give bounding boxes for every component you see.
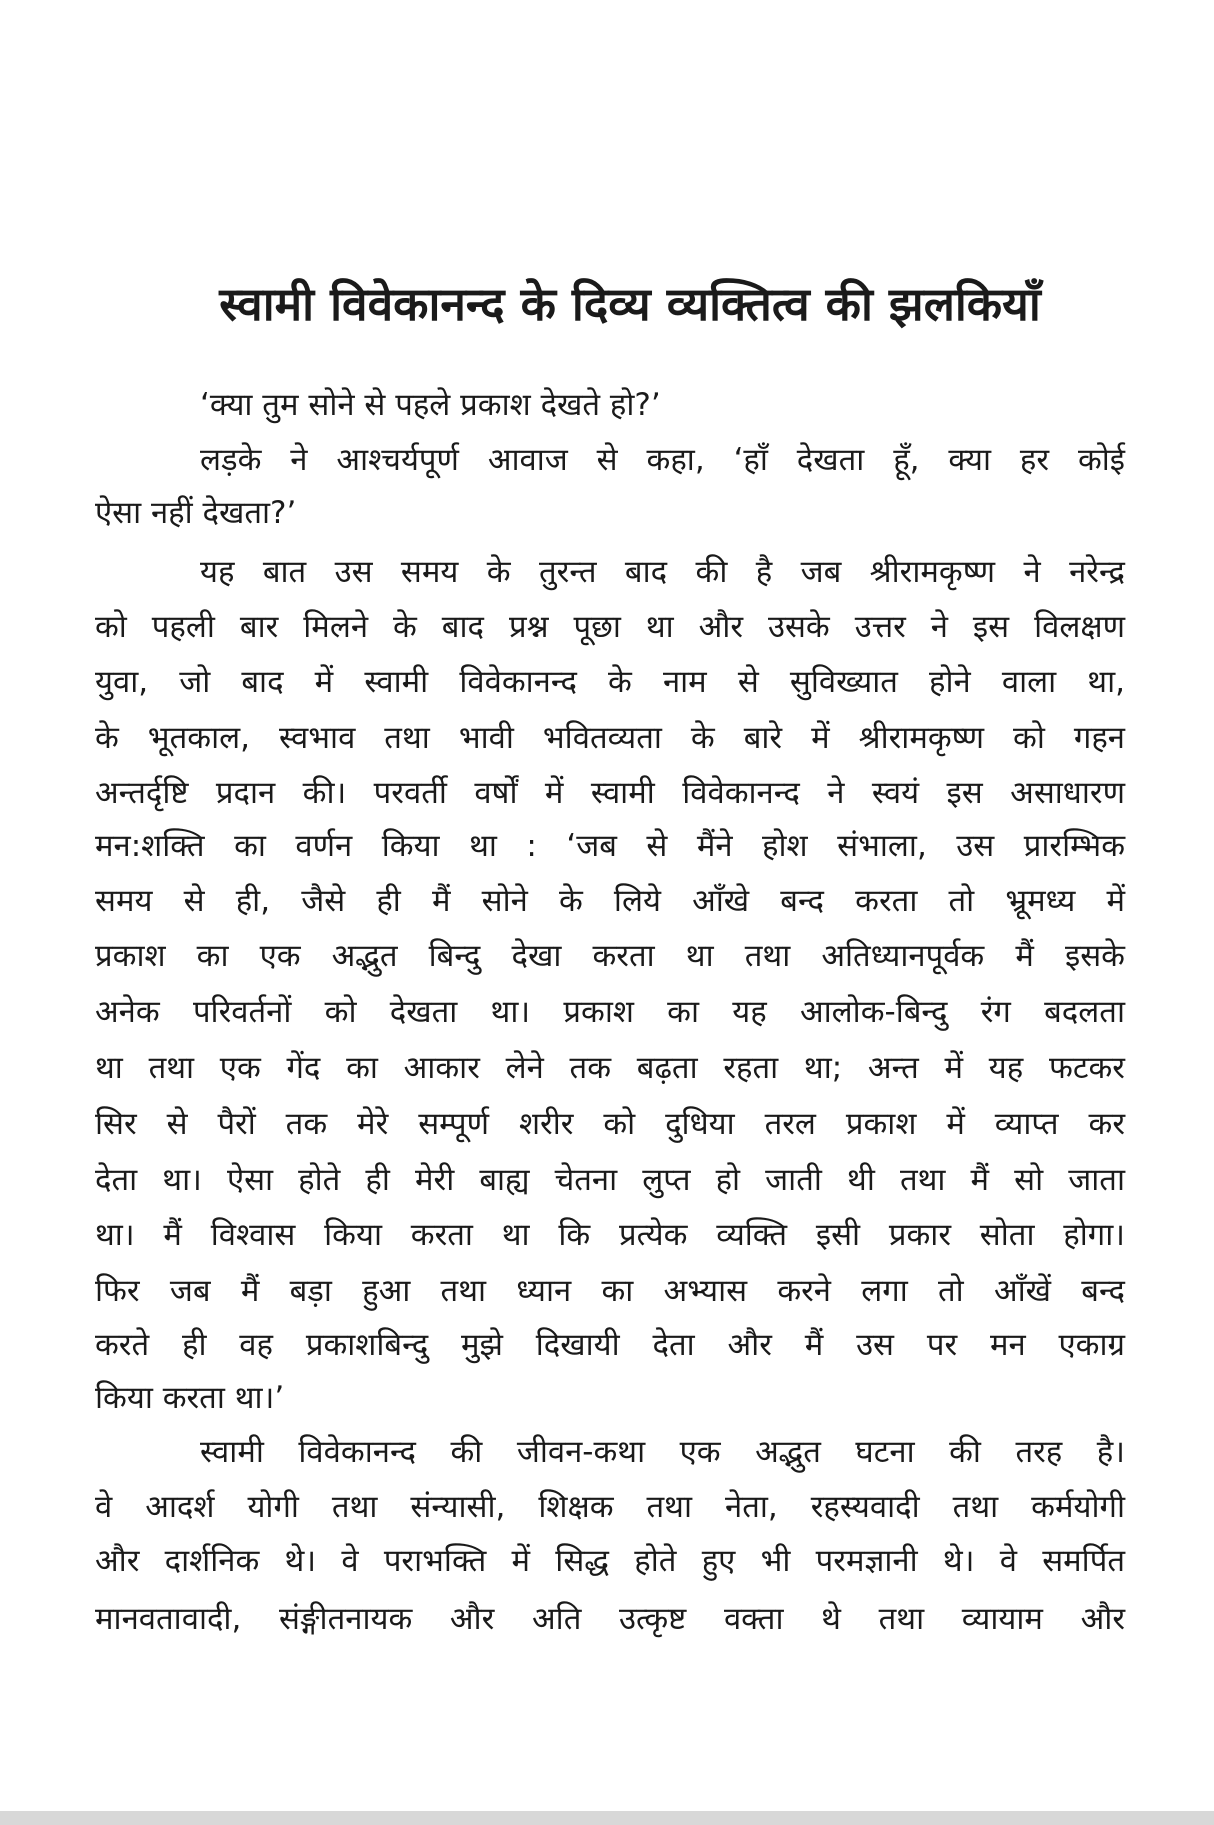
text-line: ऐसा नहीं देखता?’ [95,495,297,531]
text-line: था। मैं विश्वास किया करता था कि प्रत्येक व्यक्ति इसी प्रकार सोता होगा। [95,1217,1125,1253]
text-line: किया करता था।’ [95,1380,285,1416]
text-line: ‘क्या तुम सोने से पहले प्रकाश देखते हो?’ [200,387,661,423]
page-bottom-edge [0,1811,1214,1825]
page-title: स्वामी विवेकानन्द के दिव्य व्यक्तित्व की झलकियाँ [219,277,1041,331]
text-line: मन:शक्ति का वर्णन किया था : ‘जब से मैंने होश संभाला, उस प्रारम्भिक [95,828,1125,864]
text-line: करते ही वह प्रकाशबिन्दु मुझे दिखायी देता और मैं उस पर मन एकाग्र [95,1327,1125,1363]
text-line: के भूतकाल, स्वभाव तथा भावी भवितव्यता के बारे में श्रीरामकृष्ण को गहन [95,720,1125,756]
text-line: को पहली बार मिलने के बाद प्रश्न पूछा था और उसके उत्तर ने इस विलक्षण [95,609,1125,645]
text-line: यह बात उस समय के तुरन्त बाद की है जब श्रीरामकृष्ण ने नरेन्द्र [200,554,1125,590]
text-line: मानवतावादी, संङ्गीतनायक और अति उत्कृष्ट वक्ता थे तथा व्यायाम और [95,1601,1125,1637]
text-line: स्वामी विवेकानन्द की जीवन-कथा एक अद्भुत घटना की तरह है। [200,1434,1125,1470]
text-line: था तथा एक गेंद का आकार लेने तक बढ़ता रहता था; अन्त में यह फटकर [95,1050,1125,1086]
text-line: अन्तर्दृष्टि प्रदान की। परवर्ती वर्षों में स्वामी विवेकानन्द ने स्वयं इस असाधारण [95,775,1125,811]
text-line: प्रकाश का एक अद्भुत बिन्दु देखा करता था तथा अतिध्यानपूर्वक मैं इसके [95,938,1125,974]
text-line: युवा, जो बाद में स्वामी विवेकानन्द के नाम से सुविख्यात होने वाला था, [95,664,1125,700]
text-line: अनेक परिवर्तनों को देखता था। प्रकाश का यह आलोक-बिन्दु रंग बदलता [95,994,1125,1030]
text-line: देता था। ऐसा होते ही मेरी बाह्य चेतना लुप्त हो जाती थी तथा मैं सो जाता [95,1162,1125,1198]
text-line: समय से ही, जैसे ही मैं सोने के लिये आँखे बन्द करता तो भ्रूमध्य में [95,883,1125,919]
text-line: वे आदर्श योगी तथा संन्यासी, शिक्षक तथा नेता, रहस्यवादी तथा कर्मयोगी [95,1489,1125,1525]
text-line: लड़के ने आश्चर्यपूर्ण आवाज से कहा, ‘हाँ देखता हूँ, क्या हर कोई [200,442,1125,478]
text-line: फिर जब मैं बड़ा हुआ तथा ध्यान का अभ्यास करने लगा तो आँखें बन्द [95,1273,1125,1309]
text-line: सिर से पैरों तक मेरे सम्पूर्ण शरीर को दुधिया तरल प्रकाश में व्याप्त कर [95,1106,1125,1142]
text-line: और दार्शनिक थे। वे पराभक्ति में सिद्ध होते हुए भी परमज्ञानी थे। वे समर्पित [95,1543,1125,1579]
